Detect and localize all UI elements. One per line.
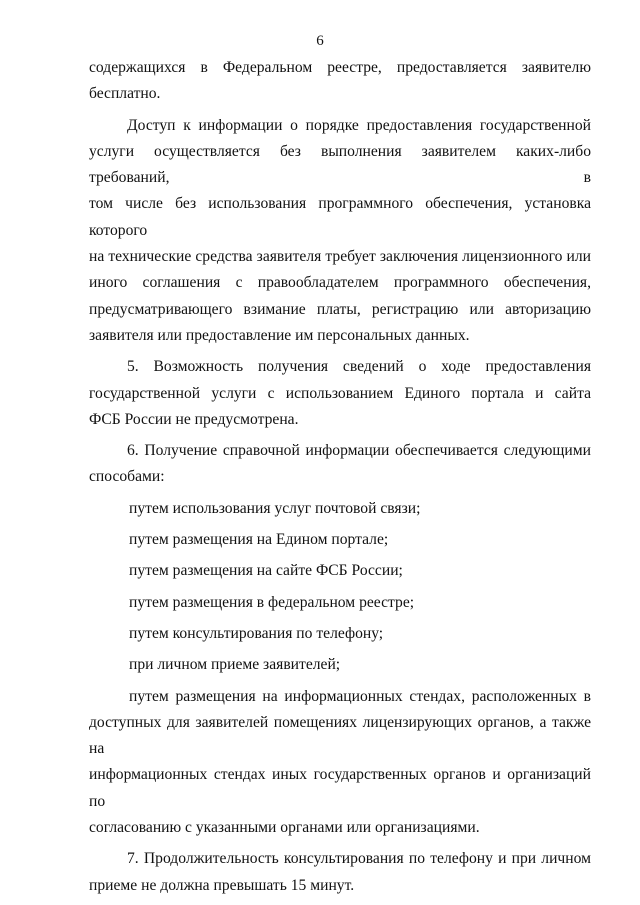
text-line: путем размещения на информационных стендах, расположенных в [129,687,591,705]
text-line: на технические средства заявителя требует заключения лицензионного или [89,248,591,266]
text-line: ФСБ России не предусмотрена. [89,410,299,428]
text-line: содержащихся в Федеральном реестре, предоставляется заявителю [89,59,591,76]
text-line: согласованию с указанными органами или организациями. [89,819,480,837]
paragraph-item-6 [89,438,591,491]
list-item: при личном приеме заявителей; [129,656,341,674]
text-line: 6. Получение справочной информации обеспечивается следующими [127,442,591,460]
text-line: государственной услуги с использованием Единого портала и сайта [89,384,591,402]
page-number: 6 [316,33,324,49]
text-line: доступных для заявителей помещениях лицензирующих органов, а также на [89,713,591,758]
text-line: иного соглашения с правообладателем программного обеспечения, [89,274,591,292]
paragraph-item-5 [89,354,591,433]
text-line: предусматривающего взимание платы, регистрацию или авторизацию [89,300,591,318]
text-line: Доступ к информации о порядке предоставления государственной [127,116,591,134]
methods-list [89,496,591,842]
text-line: том числе без использования программного обеспечения, установка которого [89,195,591,239]
list-item: путем размещения на Едином портале; [129,531,389,549]
list-item: путем использования услуг почтовой связи; [129,499,421,517]
list-item-stands [89,684,591,842]
text-line: бесплатно. [89,85,161,103]
list-item: путем консультирования по телефону; [129,624,384,642]
text-line: заявителя или предоставление им персональных данных. [89,326,470,344]
text-line: информационных стендах иных государственных органов и организаций по [89,766,591,810]
paragraph-item-7 [89,846,591,899]
text-line: приеме не должна превышать 15 минут. [89,876,355,894]
list-item: путем размещения в федеральном реестре; [129,593,415,611]
paragraph-access-info [89,113,591,350]
list-item: путем размещения на сайте ФСБ России; [129,562,403,580]
paragraph-continuation [89,55,591,108]
document-body [89,55,591,899]
text-line: 7. Продолжительность консультирования по телефону и при личном [127,850,591,868]
text-line: 5. Возможность получения сведений о ходе предоставления [127,358,591,376]
text-line: способами: [89,468,165,486]
text-line: услуги осуществляется без выполнения заявителем каких-либо требований, в [89,142,591,187]
